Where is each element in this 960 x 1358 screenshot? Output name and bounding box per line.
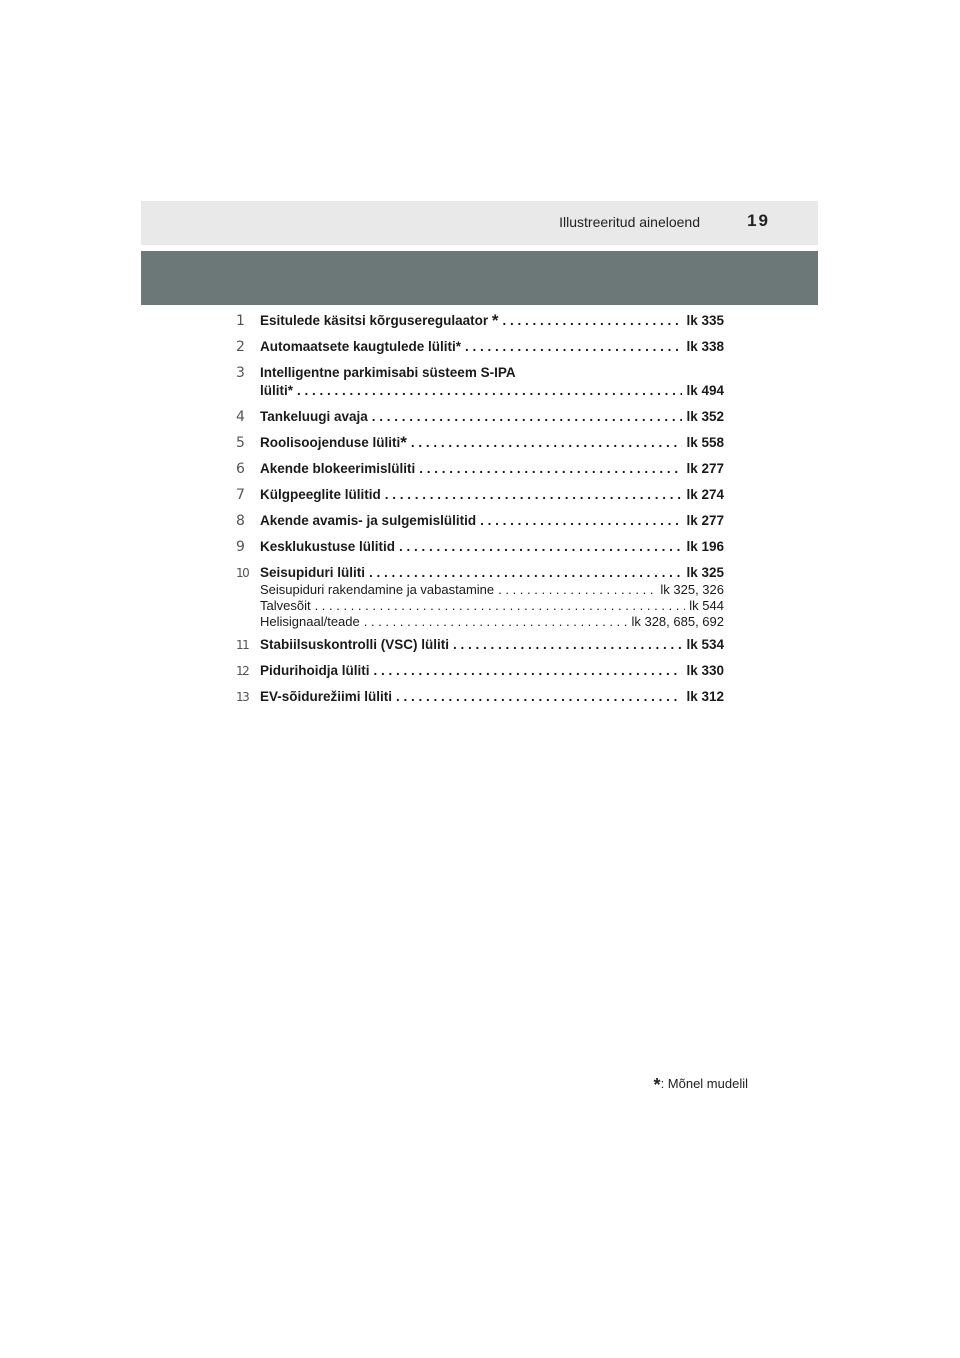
header-band [141, 201, 818, 245]
toc-entry-2 [236, 338, 724, 356]
page-ref[interactable]: lk 335 [686, 313, 724, 328]
entry-label: EV-sõidurežiimi lüliti [260, 689, 393, 704]
page-ref[interactable]: lk 494 [686, 383, 724, 398]
section-banner [141, 251, 818, 305]
toc-entry-8 [236, 512, 724, 530]
callout-number-4: 4 [236, 409, 245, 425]
page-ref[interactable]: lk 558 [686, 435, 724, 450]
callout-number-9: 9 [236, 539, 245, 555]
page-ref[interactable]: lk 338 [686, 339, 724, 354]
sub-entry-label: Helisignaal/teade [260, 614, 360, 629]
page-ref[interactable]: lk 277 [686, 461, 724, 476]
entry-label: Automaatsete kaugtulede lüliti* [260, 339, 462, 354]
footnote-text: : Mõnel mudelil [660, 1076, 748, 1091]
callout-number-3: 3 [236, 365, 245, 381]
page-ref[interactable]: lk 328, 685, 692 [631, 614, 724, 629]
page-ref[interactable]: lk 544 [689, 598, 724, 613]
entry-label: Seisupiduri lüliti [260, 565, 366, 580]
callout-number-1: 1 [236, 313, 245, 329]
section-title: Illustreeritud aineloend [559, 214, 700, 230]
footnote [654, 1075, 748, 1096]
footnote-star: * [653, 1075, 661, 1095]
entry-label: lüliti* [260, 383, 293, 398]
toc-entry-11 [236, 636, 724, 654]
entry-label: Kesklukustuse lülitid [260, 539, 396, 554]
callout-number-11: 11 [236, 638, 249, 652]
callout-number-7: 7 [236, 487, 245, 503]
toc-entry-4 [236, 408, 724, 426]
toc-entry-5 [236, 434, 724, 452]
optional-star: * [491, 311, 499, 330]
entry-label: Akende blokeerimislüliti [260, 461, 416, 476]
page-ref[interactable]: lk 330 [686, 663, 724, 678]
callout-number-13: 13 [236, 690, 249, 704]
sub-entry [260, 582, 724, 598]
sub-entry [260, 598, 724, 614]
page-ref[interactable]: lk 352 [686, 409, 724, 424]
entry-label-line1: Intelligentne parkimisabi süsteem S-IPA [260, 365, 516, 380]
page-number: 19 [747, 211, 770, 230]
callout-number-10: 10 [236, 566, 249, 580]
toc-entry-3 [236, 364, 724, 400]
callout-number-2: 2 [236, 339, 245, 355]
entry-label: Akende avamis- ja sulgemislülitid [260, 513, 477, 528]
toc-list [236, 312, 724, 714]
optional-star: * [400, 433, 407, 452]
entry-label: Pidurihoidja lüliti [260, 663, 370, 678]
entry-label: Esitulede käsitsi kõrguseregulaator * [260, 311, 499, 330]
sub-entry-label: Talvesõit [260, 598, 311, 613]
toc-entry-13 [236, 688, 724, 706]
page-ref[interactable]: lk 325, 326 [660, 582, 724, 597]
toc-entry-10 [236, 564, 724, 630]
toc-entry-7 [236, 486, 724, 504]
callout-number-12: 12 [236, 664, 249, 678]
entry-label: Külgpeeglite lülitid [260, 487, 381, 502]
entry-label: Stabiilsuskontrolli (VSC) lüliti [260, 637, 450, 652]
toc-entry-9 [236, 538, 724, 556]
page-ref[interactable]: lk 277 [686, 513, 724, 528]
page-ref[interactable]: lk 534 [686, 637, 724, 652]
toc-entry-12 [236, 662, 724, 680]
sub-entry-label: Seisupiduri rakendamine ja vabastamine [260, 582, 495, 597]
entry-label: Tankeluugi avaja [260, 409, 368, 424]
callout-number-5: 5 [236, 435, 245, 451]
toc-entry-6 [236, 460, 724, 478]
entry-label: Roolisoojenduse lüliti* [260, 433, 407, 452]
sub-entry [260, 614, 724, 630]
page-ref[interactable]: lk 312 [686, 689, 724, 704]
callout-number-8: 8 [236, 513, 245, 529]
toc-entry-1 [236, 312, 724, 330]
page-ref[interactable]: lk 325 [686, 565, 724, 580]
page-ref[interactable]: lk 274 [686, 487, 724, 502]
callout-number-6: 6 [236, 461, 245, 477]
page-ref[interactable]: lk 196 [686, 539, 724, 554]
